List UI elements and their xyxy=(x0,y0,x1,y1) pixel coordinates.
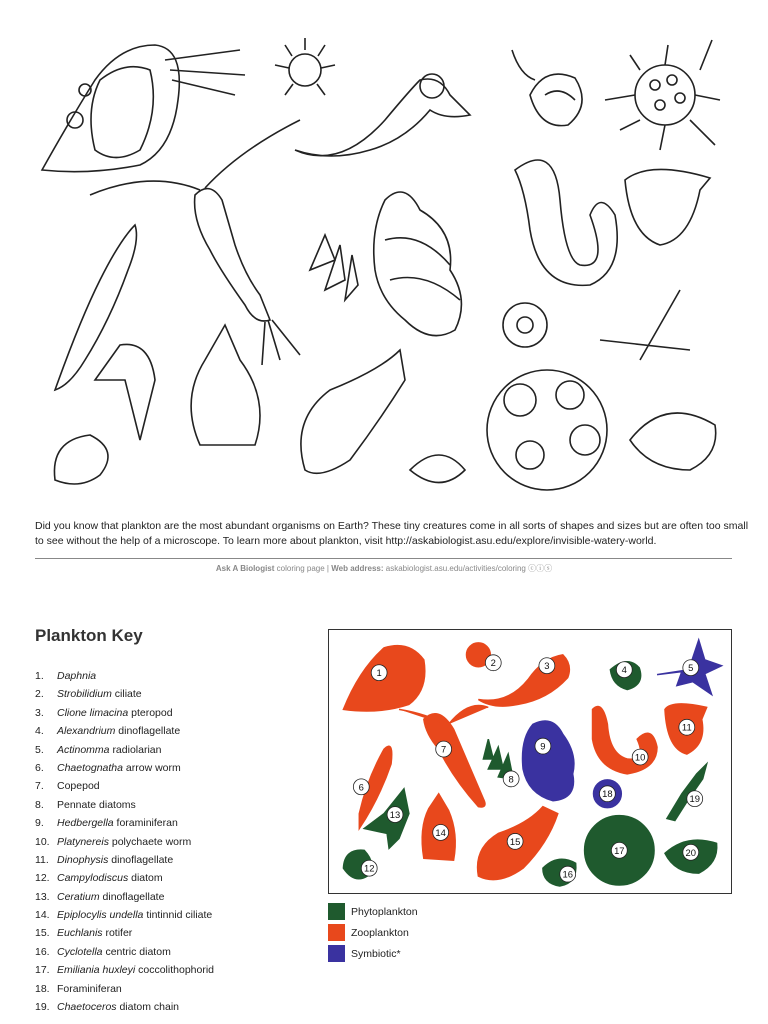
diagram-organism-2 xyxy=(466,643,501,671)
key-item-common-name: diatom xyxy=(131,872,163,885)
page-footer: Ask A Biologist coloring page | Web address: askabiologist.asu.edu/activities/coloring ⓒⓘⓢ xyxy=(215,564,553,573)
key-item-number: 14. xyxy=(35,909,50,922)
diagram-organism-7 xyxy=(399,705,488,807)
organism-shape xyxy=(667,764,707,821)
dinophysis-drawing xyxy=(625,169,710,245)
key-item-common-name: ciliate xyxy=(114,688,142,701)
key-item xyxy=(35,961,214,979)
organism-number-label: 17 xyxy=(614,844,625,856)
key-item-scientific-name: Cyclotella xyxy=(57,945,103,958)
key-item-number: 9. xyxy=(35,817,44,830)
key-item-number: 6. xyxy=(35,761,44,774)
legend-label: Symbiotic* xyxy=(351,947,401,960)
key-item-number: 17. xyxy=(35,964,50,977)
misc-plankton-drawings xyxy=(54,290,715,490)
intro-paragraph: Did you know that plankton are the most abundant organisms on Earth? These tiny creatures come in all sorts of shapes and sizes but are often too small to see without the help of a microscope. To learn more about plankton, visit http://askabiologist.asu.edu/explore/invisible-watery-world. xyxy=(35,520,749,547)
key-item xyxy=(35,777,214,795)
organism-shape xyxy=(522,721,573,801)
footer-web-label: Web address: xyxy=(331,564,384,573)
organism-number-label: 10 xyxy=(634,751,646,763)
diagram-organism-14 xyxy=(422,794,455,860)
key-item-scientific-name: Hedbergella xyxy=(57,817,114,830)
key-item-scientific-name: Strobilidium xyxy=(57,688,112,701)
divider xyxy=(35,558,732,559)
key-item-common-name: Foraminiferan xyxy=(57,982,122,995)
key-title: Plankton Key xyxy=(35,626,143,645)
alexandrium-drawing xyxy=(512,50,582,126)
key-item-common-name: Pennate diatoms xyxy=(57,798,136,811)
organism-number-label: 2 xyxy=(490,657,496,669)
key-item xyxy=(35,796,214,814)
diagram-organism-18 xyxy=(594,780,622,808)
hedbergella-drawing xyxy=(374,192,462,336)
strobilidium-drawing xyxy=(275,38,335,95)
arrow-worm-drawing xyxy=(55,225,136,390)
diagram-organism-9 xyxy=(522,721,573,801)
key-item-number: 15. xyxy=(35,927,50,940)
organism-number-label: 12 xyxy=(363,862,375,874)
key-item-common-name: dinoflagellate xyxy=(118,725,181,738)
diagram-organism-5 xyxy=(657,640,722,695)
plankton-key-list xyxy=(35,667,214,1016)
diagram-organism-4 xyxy=(610,662,640,690)
organism-number-label: 20 xyxy=(685,846,697,858)
color-legend xyxy=(328,901,418,964)
key-item-common-name: radiolarian xyxy=(112,743,162,756)
key-item-number: 7. xyxy=(35,780,44,793)
key-item-number: 18. xyxy=(35,982,50,995)
organism-number-label: 4 xyxy=(621,664,627,676)
key-item-number: 5. xyxy=(35,743,44,756)
key-item-common-name: dinoflagellate xyxy=(111,853,174,866)
organism-number-label: 18 xyxy=(602,788,613,800)
diagram-organism-16 xyxy=(543,859,576,886)
key-item-scientific-name: Chaetognatha xyxy=(57,761,123,774)
legend-label: Phytoplankton xyxy=(351,905,418,918)
key-item-common-name: Copepod xyxy=(57,780,100,793)
key-item-scientific-name: Chaetoceros xyxy=(57,1001,117,1014)
key-item-scientific-name: Euchlanis xyxy=(57,927,103,940)
actinomma-drawing xyxy=(605,40,720,150)
pennate-diatoms-drawing xyxy=(310,235,358,300)
diagram-organism-8 xyxy=(483,739,519,787)
key-item xyxy=(35,998,214,1016)
polychaete-drawing xyxy=(515,160,617,285)
key-item xyxy=(35,759,214,777)
key-item-scientific-name: Ceratium xyxy=(57,890,100,903)
organism-number-label: 3 xyxy=(544,660,550,672)
key-item xyxy=(35,833,214,851)
organism-shape xyxy=(593,707,658,774)
key-item xyxy=(35,722,214,740)
organism-number-label: 5 xyxy=(688,662,694,674)
key-item-scientific-name: Actinomma xyxy=(57,743,110,756)
clione-drawing xyxy=(295,74,470,156)
organism-number-label: 6 xyxy=(358,781,364,793)
creative-commons-icon: ⓒⓘⓢ xyxy=(528,564,553,573)
legend-swatch xyxy=(328,903,345,920)
diagram-organism-11 xyxy=(665,704,707,754)
diagram-organism-10 xyxy=(593,707,658,774)
key-item xyxy=(35,685,214,703)
legend-entry xyxy=(328,901,418,922)
organism-number-label: 16 xyxy=(562,868,573,880)
legend-label: Zooplankton xyxy=(351,926,409,939)
key-item-scientific-name: Platynereis xyxy=(57,835,109,848)
daphnia-drawing xyxy=(42,45,245,172)
key-item-common-name: arrow worm xyxy=(125,761,181,774)
plankton-line-art xyxy=(0,0,768,510)
key-item-scientific-name: Campylodiscus xyxy=(57,872,129,885)
key-item-number: 11. xyxy=(35,853,49,866)
key-item-common-name: polychaete worm xyxy=(111,835,192,848)
footer-web-url[interactable]: askabiologist.asu.edu/activities/coloring xyxy=(385,564,526,573)
key-item-number: 3. xyxy=(35,706,44,719)
key-item-common-name: tintinnid ciliate xyxy=(146,909,213,922)
plankton-key-diagram xyxy=(328,629,732,894)
organism-number-label: 15 xyxy=(509,835,521,847)
key-item xyxy=(35,980,214,998)
key-item-scientific-name: Dinophysis xyxy=(57,853,109,866)
key-item-number: 19. xyxy=(35,1001,50,1014)
key-item-scientific-name: Daphnia xyxy=(57,670,97,682)
diagram-organism-19 xyxy=(667,764,707,821)
key-item-number: 10. xyxy=(35,835,50,848)
legend-entry xyxy=(328,943,418,964)
organism-number-label: 19 xyxy=(689,793,700,805)
organism-number-label: 8 xyxy=(508,773,514,785)
key-item xyxy=(35,704,214,722)
key-item-scientific-name: Epiplocylis undella xyxy=(57,909,144,922)
key-item xyxy=(35,869,214,887)
organism-number-label: 1 xyxy=(376,667,382,679)
organism-number-label: 11 xyxy=(681,721,692,733)
key-item-number: 2. xyxy=(35,688,44,701)
key-item-common-name: foraminiferan xyxy=(116,817,178,830)
key-item xyxy=(35,851,214,869)
key-item-common-name: pteropod xyxy=(131,706,173,719)
diagram-organism-17 xyxy=(585,816,654,885)
footer-page-type: coloring page xyxy=(276,564,325,573)
key-item-scientific-name: Emiliania huxleyi xyxy=(57,964,136,977)
diagram-organism-12 xyxy=(343,850,377,879)
organism-number-label: 14 xyxy=(435,826,446,838)
key-item-number: 16. xyxy=(35,945,50,958)
key-item xyxy=(35,741,214,759)
key-item xyxy=(35,667,214,685)
key-item-common-name: diatom chain xyxy=(119,1001,180,1014)
key-item-common-name: rotifer xyxy=(105,927,133,940)
key-item-common-name: dinoflagellate xyxy=(102,890,165,903)
key-item-number: 1. xyxy=(35,670,44,682)
key-item-scientific-name: Clione limacina xyxy=(57,706,129,719)
legend-entry xyxy=(328,922,418,943)
legend-swatch xyxy=(328,924,345,941)
key-item-common-name: centric diatom xyxy=(105,945,171,958)
key-item-number: 13. xyxy=(35,890,50,903)
organism-number-label: 7 xyxy=(441,743,447,755)
key-item xyxy=(35,943,214,961)
key-item xyxy=(35,924,214,942)
organism-number-label: 13 xyxy=(389,809,401,821)
key-item-number: 8. xyxy=(35,798,44,811)
key-item xyxy=(35,888,214,906)
key-item-number: 4. xyxy=(35,725,44,738)
legend-swatch xyxy=(328,945,345,962)
footer-brand: Ask A Biologist xyxy=(215,564,275,573)
key-item-scientific-name: Alexandrium xyxy=(57,725,116,738)
key-item-number: 12. xyxy=(35,872,50,885)
key-item xyxy=(35,814,214,832)
key-item-common-name: coccolithophorid xyxy=(138,964,215,977)
organism-number-label: 9 xyxy=(540,740,546,752)
key-item xyxy=(35,906,214,924)
diagram-organism-1 xyxy=(343,646,424,711)
diagram-organism-20 xyxy=(665,840,717,873)
